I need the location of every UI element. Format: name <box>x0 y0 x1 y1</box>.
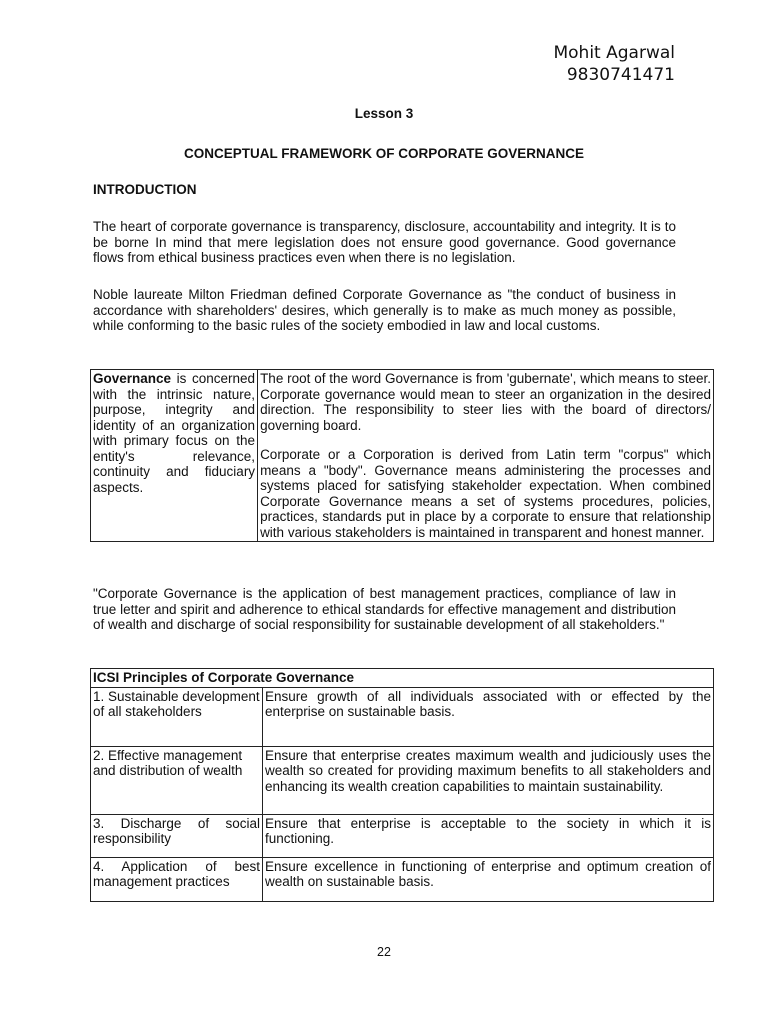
corpus-text: Corporate or a Corporation is derived from Latin term "corpus" which means a "body". Governance means administering the processes and systems placed for satisfying stakeholder expectation. When combined Corporate Governance means a set of systems procedures, policies, practices, standards put in place by a corporate to ensure that relationship with various stakeholders is maintained in transparent and honest manner. <box>260 447 711 540</box>
principle-cell: 3. Discharge of social responsibility <box>91 814 263 857</box>
governance-definition-cell <box>91 370 258 542</box>
governance-definition: is concerned with the intrinsic nature, purpose, integrity and identity of an organization with primary focus on the entity's relevance, continuity and fiduciary aspects. <box>93 371 256 495</box>
page-title: CONCEPTUAL FRAMEWORK OF CORPORATE GOVERNANCE <box>183 146 584 161</box>
principle-cell: 4. Application of best management practices <box>91 857 263 901</box>
intro-paragraph: The heart of corporate governance is transparency, disclosure, accountability and integrity. It is to be borne In mind that mere legislation does not ensure good governance. Good governance flows from ethical business practices even when there is no legislation. <box>93 219 676 265</box>
principles-table <box>90 668 714 902</box>
table-row <box>91 746 714 814</box>
cg-definition-quote: "Corporate Governance is the application of best management practices, compliance of law in true letter and spirit and adherence to ethical standards for effective management and distribution of wealth and discharge of social responsibility for sustainable development of all stakeholders." <box>93 586 676 632</box>
governance-table <box>90 369 714 542</box>
author-name: Mohit Agarwal <box>553 43 675 63</box>
description-cell: Ensure that enterprise is acceptable to the society in which it is functioning. <box>263 814 714 857</box>
table-row <box>91 814 714 857</box>
governance-explanation-cell <box>258 370 714 542</box>
description-cell: Ensure growth of all individuals associated with or effected by the enterprise on sustainable basis. <box>263 687 714 746</box>
author-note <box>553 42 675 86</box>
lesson-label: Lesson 3 <box>354 106 414 121</box>
description-cell: Ensure that enterprise creates maximum wealth and judiciously uses the wealth so created for providing maximum benefits to all stakeholders and enhancing its wealth creation capabilities to maintain sustainability. <box>263 746 714 814</box>
friedman-paragraph: Noble laureate Milton Friedman defined Corporate Governance as "the conduct of business in accordance with shareholders' desires, which generally is to make as much money as possible, while conforming to the basic rules of the society embodied in law and local customs. <box>93 287 676 333</box>
table-row <box>91 687 714 746</box>
description-cell: Ensure excellence in functioning of enterprise and optimum creation of wealth on sustainable basis. <box>263 857 714 901</box>
gubernate-text: The root of the word Governance is from 'gubernate', which means to steer. Corporate governance would mean to steer an organization in the desired direction. The responsibility to steer lies with the board of directors/ governing board. <box>260 371 711 433</box>
governance-term: Governance <box>93 371 172 386</box>
page-number: 22 <box>377 945 391 959</box>
table-header-row <box>91 669 714 688</box>
principle-cell: 1. Sustainable development of all stakeholders <box>91 687 263 746</box>
table-row <box>91 857 714 901</box>
table-row <box>91 370 714 542</box>
author-phone: 9830741471 <box>566 65 675 85</box>
section-heading: INTRODUCTION <box>93 182 197 197</box>
principle-cell: 2. Effective management and distribution of wealth <box>91 746 263 814</box>
principles-header: ICSI Principles of Corporate Governance <box>91 669 714 688</box>
